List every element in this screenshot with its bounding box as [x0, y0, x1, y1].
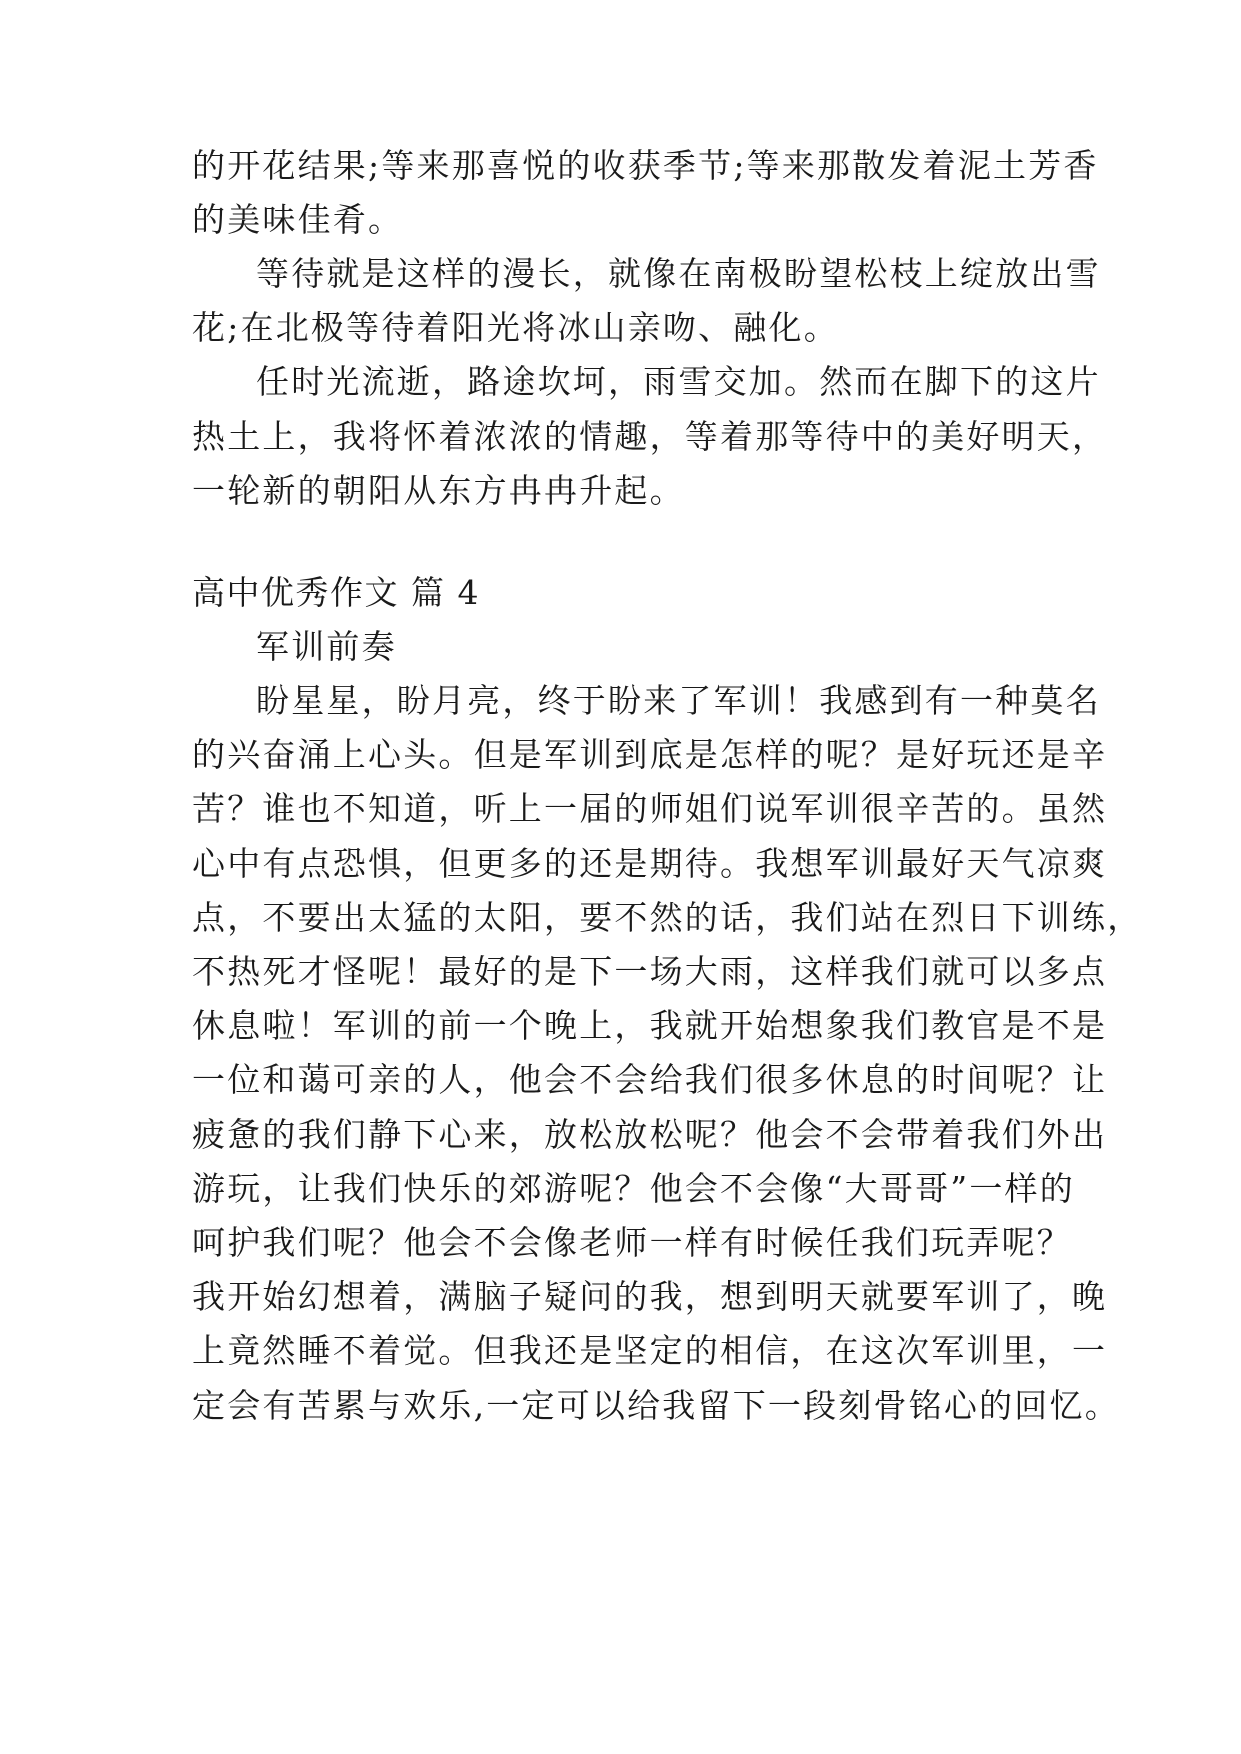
- paragraph-line: 疲惫的我们静下心来，放松放松呢？他会不会带着我们外出: [192, 1115, 1108, 1154]
- paragraph-line: 花;在北极等待着阳光将冰山亲吻、融化。: [192, 308, 839, 347]
- paragraph-line: 热土上，我将怀着浓浓的情趣，等着那等待中的美好明天，: [192, 417, 1108, 456]
- paragraph-line: 休息啦！军训的前一个晚上，我就开始想象我们教官是不是: [192, 1006, 1108, 1045]
- paragraph-line: 心中有点恐惧，但更多的还是期待。我想军训最好天气凉爽: [192, 844, 1108, 883]
- paragraph-line: 苦？谁也不知道，听上一届的师姐们说军训很辛苦的。虽然: [192, 789, 1108, 828]
- paragraph-line: 一位和蔼可亲的人，他会不会给我们很多休息的时间呢？让: [192, 1060, 1108, 1099]
- paragraph-line: 点，不要出太猛的太阳，要不然的话，我们站在烈日下训练，: [192, 898, 1143, 937]
- paragraph-line: 呵护我们呢？他会不会像老师一样有时候任我们玩弄呢？: [192, 1223, 1072, 1262]
- paragraph-line: 游玩，让我们快乐的郊游呢？他会不会像“大哥哥”一样的: [192, 1169, 1075, 1208]
- section-heading: 高中优秀作文 篇 4: [192, 573, 480, 612]
- paragraph-line: 上竟然睡不着觉。但我还是坚定的相信，在这次军训里，一: [192, 1331, 1108, 1370]
- paragraph-line: 一轮新的朝阳从东方冉冉升起。: [192, 471, 685, 510]
- paragraph-line: 任时光流逝，路途坎坷，雨雪交加。然而在脚下的这片: [256, 362, 1101, 401]
- paragraph-line: 我开始幻想着，满脑子疑问的我，想到明天就要军训了，晚: [192, 1277, 1108, 1316]
- paragraph-line: 的开花结果;等来那喜悦的收获季节;等来那散发着泥土芳香: [192, 146, 1099, 185]
- paragraph-line: 的兴奋涌上心头。但是军训到底是怎样的呢？是好玩还是辛: [192, 735, 1108, 774]
- essay-title: 军训前奏: [256, 627, 397, 666]
- paragraph-line: 的美味佳肴。: [192, 200, 404, 239]
- paragraph-line: 等待就是这样的漫长，就像在南极盼望松枝上绽放出雪: [256, 254, 1101, 293]
- paragraph-line: 定会有苦累与欢乐,一定可以给我留下一段刻骨铭心的回忆。: [192, 1386, 1120, 1425]
- paragraph-line: 不热死才怪呢！最好的是下一场大雨，这样我们就可以多点: [192, 952, 1108, 991]
- paragraph-line: 盼星星，盼月亮，终于盼来了军训！我感到有一种莫名: [256, 681, 1101, 720]
